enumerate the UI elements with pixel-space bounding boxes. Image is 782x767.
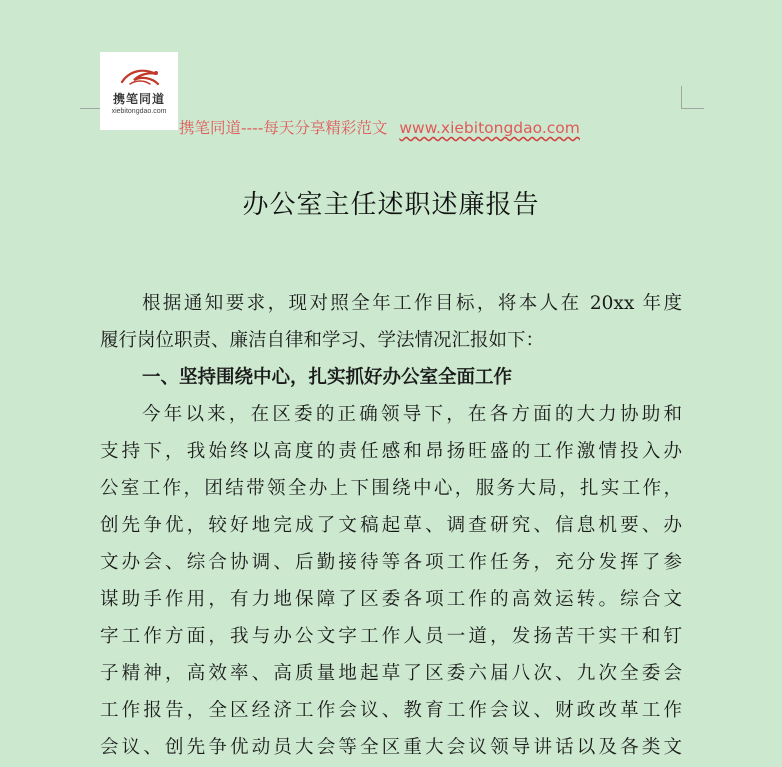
paragraph-line: 字工作方面，我与办公文字工作人员一道，发扬苦干实干和钉 (100, 626, 682, 647)
paragraph-line: 文办会、综合协调、后勤接待等各项工作任务，充分发挥了参 (100, 552, 682, 573)
document-body (100, 285, 682, 766)
paragraph-line: 谋助手作用，有力地保障了区委各项工作的高效运转。综合文 (100, 589, 682, 610)
paragraph-line: 工作报告，全区经济工作会议、教育工作会议、财政改革工作 (100, 700, 682, 721)
paragraph-line: 创先争优，较好地完成了文稿起草、调查研究、信息机要、办 (100, 515, 682, 536)
paragraph-line: 履行岗位职责、廉洁自律和学习、学法情况汇报如下： (100, 330, 545, 351)
section-heading: 一、坚持围绕中心，扎实抓好办公室全面工作 (142, 367, 513, 388)
banner-text: 携笔同道----每天分享精彩范文 (179, 119, 388, 137)
logo-name: 携笔同道 (112, 92, 165, 106)
document-title: 办公室主任述职述廉报告 (242, 190, 540, 220)
logo-url: xiebitongdao.com (111, 108, 167, 115)
banner-link[interactable]: www.xiebitongdao.com (399, 119, 580, 137)
paragraph-line: 会议、创先争优动员大会等全区重大会议领导讲话以及各类文 (100, 737, 682, 758)
header-banner (179, 116, 580, 138)
paragraph-line: 支持下，我始终以高度的责任感和昂扬旺盛的工作激情投入办 (100, 441, 682, 462)
margin-corner-mark-right (681, 86, 704, 109)
paragraph-line: 子精神，高效率、高质量地起草了区委六届八次、九次全委会 (100, 663, 682, 684)
paragraph-line: 根据通知要求，现对照全年工作目标，将本人在 20xx 年度 (142, 293, 682, 314)
paragraph-line: 今年以来，在区委的正确领导下，在各方面的大力协助和 (142, 404, 682, 425)
paragraph-line: 公室工作，团结带领全办上下围绕中心，服务大局，扎实工作， (100, 478, 682, 499)
site-logo (100, 52, 178, 130)
